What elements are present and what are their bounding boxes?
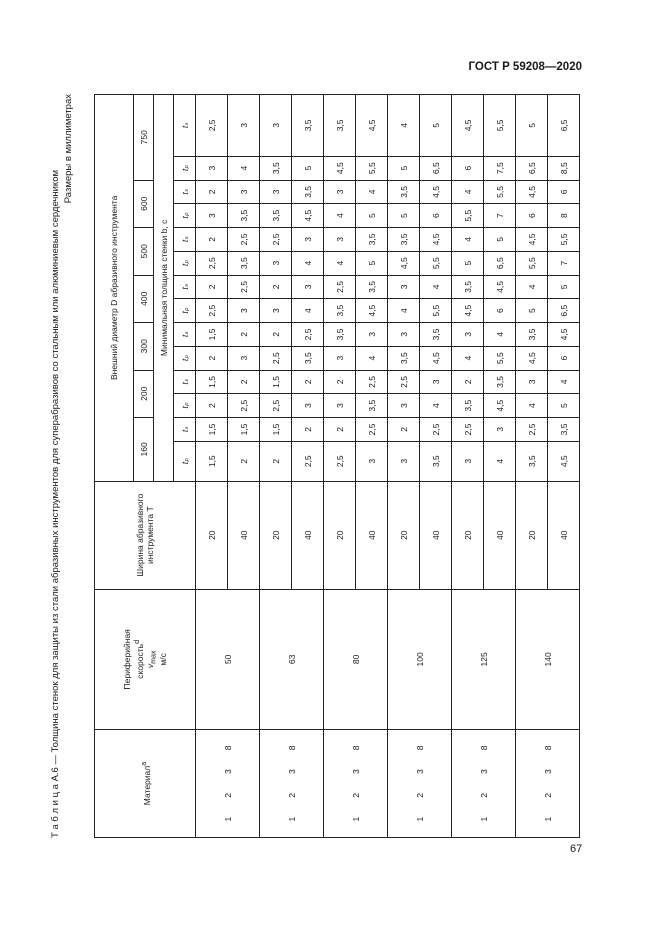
- width-cell: 20: [324, 481, 356, 589]
- width-cell: 20: [452, 481, 484, 589]
- thickness-value: 3,5: [420, 323, 452, 347]
- speed-cell: 100: [388, 589, 452, 729]
- thickness-value: 6,5: [484, 251, 516, 275]
- thickness-value: 3: [388, 323, 420, 347]
- material-code: 3: [414, 769, 425, 775]
- tp-label: tₚ: [174, 394, 196, 418]
- material-code: 8: [478, 745, 489, 751]
- material-code: 3: [478, 769, 489, 775]
- thickness-value: 2: [228, 441, 260, 481]
- thickness-value: 3: [292, 275, 324, 299]
- width-cell: 40: [484, 481, 516, 589]
- material-code: 2: [350, 793, 361, 798]
- page-number: 67: [570, 843, 583, 855]
- thickness-value: 3: [452, 441, 484, 481]
- thickness-value: 5: [388, 204, 420, 228]
- thickness-value: 4: [420, 394, 452, 418]
- material-code: 2: [286, 793, 297, 798]
- thickness-value: 3: [452, 323, 484, 347]
- thickness-value: 2,5: [260, 346, 292, 370]
- rotated-content: [50, 94, 569, 838]
- thickness-value: 3: [292, 394, 324, 418]
- thickness-value: 5,5: [356, 156, 388, 180]
- diameter-header: Внешний диаметр D абразивного инструмента: [95, 95, 134, 482]
- material-code: 3: [542, 769, 553, 775]
- thickness-value: 2,5: [452, 418, 484, 442]
- thickness-value: 4: [452, 228, 484, 252]
- speed-header: Периферийная скорость$^d$ $v_{max}$ м/с: [95, 589, 196, 729]
- material-code: 1: [414, 816, 425, 822]
- diameter-500: 500: [134, 228, 154, 276]
- thickness-value: 3,5: [452, 275, 484, 299]
- thickness-value: 6: [516, 204, 548, 228]
- thickness-value: 4: [484, 323, 516, 347]
- thickness-value: 6: [484, 299, 516, 323]
- thickness-value: 2,5: [292, 441, 324, 481]
- thickness-value: 4,5: [516, 346, 548, 370]
- thickness-value: 2,5: [356, 370, 388, 394]
- thickness-value: 1,5: [228, 418, 260, 442]
- thickness-table: [94, 94, 580, 838]
- thickness-value: 2,5: [420, 418, 452, 442]
- thickness-value: 4: [516, 275, 548, 299]
- material-code: 1: [222, 816, 233, 822]
- thickness-value: 3: [260, 251, 292, 275]
- table-row: [388, 95, 420, 838]
- thickness-value: 4,5: [516, 228, 548, 252]
- thickness-value: 2: [196, 180, 228, 204]
- speed-cell: 80: [324, 589, 388, 729]
- thickness-value: 3: [292, 228, 324, 252]
- thickness-value: 2,5: [324, 275, 356, 299]
- thickness-value: 2,5: [196, 251, 228, 275]
- thickness-value: 3: [388, 394, 420, 418]
- tp-label: tₚ: [174, 346, 196, 370]
- tp-label: tₚ: [174, 251, 196, 275]
- thickness-value: 3: [196, 156, 228, 180]
- thickness-value: 5: [484, 228, 516, 252]
- table-row: [452, 95, 484, 838]
- table-row: [260, 95, 292, 838]
- material-code: 1: [478, 816, 489, 822]
- thickness-value: 5: [548, 275, 580, 299]
- thickness-value: 2,5: [292, 323, 324, 347]
- thickness-value: 3,5: [324, 323, 356, 347]
- thickness-value: 2,5: [516, 418, 548, 442]
- thickness-value: 7: [484, 204, 516, 228]
- thickness-value: 3: [196, 204, 228, 228]
- ts-label: tₛ: [174, 275, 196, 299]
- width-cell: 20: [196, 481, 228, 589]
- thickness-value: 1,5: [196, 323, 228, 347]
- thickness-value: 3: [260, 95, 292, 157]
- table-body: [95, 95, 580, 838]
- width-cell: 40: [548, 481, 580, 589]
- thickness-value: 3,5: [356, 228, 388, 252]
- material-code: 1: [286, 816, 297, 822]
- thickness-value: 2,5: [388, 370, 420, 394]
- thickness-value: 3: [388, 441, 420, 481]
- thickness-value: 3,5: [388, 346, 420, 370]
- material-code: 8: [286, 745, 297, 751]
- thickness-value: 1,5: [196, 370, 228, 394]
- thickness-value: 4: [324, 251, 356, 275]
- thickness-value: 3,5: [516, 323, 548, 347]
- thickness-value: 2: [196, 275, 228, 299]
- material-cell: [196, 730, 260, 838]
- material-code: 1: [542, 816, 553, 822]
- thickness-value: 3: [484, 418, 516, 442]
- thickness-value: 4,5: [292, 204, 324, 228]
- thickness-value: 4: [292, 299, 324, 323]
- material-header: Материал$^a$: [95, 730, 196, 838]
- thickness-value: 8,5: [548, 156, 580, 180]
- thickness-value: 3,5: [484, 370, 516, 394]
- thickness-value: 4,5: [388, 251, 420, 275]
- thickness-value: 3: [516, 370, 548, 394]
- thickness-value: 4,5: [324, 156, 356, 180]
- thickness-value: 4,5: [420, 180, 452, 204]
- table-row: [516, 95, 548, 838]
- thickness-value: 2,5: [196, 95, 228, 157]
- thickness-value: 3: [324, 228, 356, 252]
- header-row-1: [95, 95, 134, 838]
- thickness-value: 4,5: [548, 441, 580, 481]
- thickness-value: 2: [228, 370, 260, 394]
- material-code: 2: [414, 793, 425, 798]
- thickness-value: 2: [292, 418, 324, 442]
- thickness-value: 2,5: [324, 441, 356, 481]
- thickness-value: 1,5: [260, 370, 292, 394]
- material-code: 2: [222, 793, 233, 798]
- thickness-value: 4,5: [516, 180, 548, 204]
- thickness-value: 3,5: [420, 441, 452, 481]
- thickness-value: 5,5: [484, 180, 516, 204]
- thickness-value: 3: [228, 95, 260, 157]
- thickness-value: 3,5: [228, 204, 260, 228]
- thickness-value: 5,5: [420, 251, 452, 275]
- thickness-value: 3: [228, 180, 260, 204]
- thickness-value: 5: [356, 251, 388, 275]
- material-code: 8: [222, 745, 233, 751]
- thickness-value: 3: [324, 394, 356, 418]
- ts-label: tₛ: [174, 323, 196, 347]
- thickness-value: 4: [452, 346, 484, 370]
- ts-label: tₛ: [174, 370, 196, 394]
- thickness-value: 3: [356, 323, 388, 347]
- tp-label: tₚ: [174, 204, 196, 228]
- thickness-value: 6,5: [548, 95, 580, 157]
- thickness-value: 2,5: [356, 418, 388, 442]
- thickness-value: 7: [548, 251, 580, 275]
- thickness-value: 4,5: [452, 95, 484, 157]
- width-cell: 20: [260, 481, 292, 589]
- diameter-750: 750: [134, 95, 154, 181]
- thickness-value: 2: [260, 323, 292, 347]
- rotated-page-region: [50, 94, 569, 838]
- thickness-value: 7,5: [484, 156, 516, 180]
- thickness-value: 3,5: [228, 251, 260, 275]
- thickness-value: 2,5: [196, 299, 228, 323]
- thickness-value: 2: [324, 370, 356, 394]
- caption-prefix: Т а б л и ц а А.6: [50, 767, 61, 838]
- thickness-value: 6: [548, 346, 580, 370]
- ts-label: tₛ: [174, 228, 196, 252]
- width-cell: 40: [292, 481, 324, 589]
- thickness-value: 4,5: [356, 299, 388, 323]
- thickness-value: 5,5: [420, 299, 452, 323]
- speed-cell: 50: [196, 589, 260, 729]
- diameter-160: 160: [134, 418, 154, 482]
- thickness-value: 2: [260, 275, 292, 299]
- thickness-value: 6: [420, 204, 452, 228]
- diameter-300: 300: [134, 323, 154, 371]
- thickness-value: 3: [388, 275, 420, 299]
- thickness-value: 2: [452, 370, 484, 394]
- ts-label: tₛ: [174, 95, 196, 157]
- thickness-value: 3,5: [292, 346, 324, 370]
- min-thickness-header: Минимальная толщина стенки b, c: [154, 95, 174, 482]
- material-cell: [452, 730, 516, 838]
- thickness-value: 2: [196, 346, 228, 370]
- width-cell: 20: [516, 481, 548, 589]
- thickness-value: 4: [356, 346, 388, 370]
- thickness-value: 3,5: [388, 228, 420, 252]
- thickness-value: 4: [292, 251, 324, 275]
- thickness-value: 4,5: [356, 95, 388, 157]
- table-row: [196, 95, 228, 838]
- thickness-value: 1,5: [196, 441, 228, 481]
- thickness-value: 2,5: [228, 228, 260, 252]
- material-code: 3: [222, 769, 233, 775]
- thickness-value: 3: [324, 346, 356, 370]
- thickness-value: 4: [548, 370, 580, 394]
- thickness-value: 2,5: [260, 228, 292, 252]
- thickness-value: 2: [324, 418, 356, 442]
- material-cell: [388, 730, 452, 838]
- ts-label: tₛ: [174, 180, 196, 204]
- thickness-value: 2: [260, 441, 292, 481]
- material-code: 2: [542, 793, 553, 798]
- thickness-value: 3,5: [452, 394, 484, 418]
- diameter-200: 200: [134, 370, 154, 418]
- thickness-value: 3,5: [324, 299, 356, 323]
- thickness-value: 5: [388, 156, 420, 180]
- material-code: 3: [350, 769, 361, 775]
- thickness-value: 6,5: [548, 299, 580, 323]
- ts-label: tₛ: [174, 418, 196, 442]
- thickness-value: 5,5: [484, 95, 516, 157]
- standard-number: ГОСТ Р 59208—2020: [468, 61, 582, 73]
- thickness-value: 2,5: [260, 394, 292, 418]
- thickness-value: 4: [452, 180, 484, 204]
- thickness-value: 3: [420, 370, 452, 394]
- thickness-value: 4: [516, 394, 548, 418]
- thickness-value: 4: [356, 180, 388, 204]
- tp-label: tₚ: [174, 156, 196, 180]
- thickness-value: 4: [228, 156, 260, 180]
- thickness-value: 5,5: [452, 204, 484, 228]
- thickness-value: 3,5: [388, 180, 420, 204]
- material-code: 2: [478, 793, 489, 798]
- thickness-value: 2,5: [228, 394, 260, 418]
- width-cell: 40: [228, 481, 260, 589]
- material-code: 8: [414, 745, 425, 751]
- thickness-value: 5: [452, 251, 484, 275]
- thickness-value: 1,5: [260, 418, 292, 442]
- thickness-value: 5,5: [548, 228, 580, 252]
- thickness-value: 3: [356, 441, 388, 481]
- thickness-value: 3,5: [260, 156, 292, 180]
- caption-text: — Толщина стенок для защиты из стали абразивных инструментов для суперабразивов со стальным или алюминиевым сердечником: [50, 169, 61, 768]
- material-code: 3: [286, 769, 297, 775]
- thickness-value: 3,5: [324, 95, 356, 157]
- thickness-value: 5: [548, 394, 580, 418]
- thickness-value: 2: [292, 370, 324, 394]
- thickness-value: 5: [420, 95, 452, 157]
- material-code: 1: [350, 816, 361, 822]
- thickness-value: 3,5: [356, 394, 388, 418]
- thickness-value: 4: [388, 95, 420, 157]
- material-code: 8: [350, 745, 361, 751]
- thickness-value: 4,5: [484, 394, 516, 418]
- thickness-value: 4: [388, 299, 420, 323]
- thickness-value: 3: [324, 180, 356, 204]
- thickness-value: 5: [516, 95, 548, 157]
- thickness-value: 4,5: [420, 228, 452, 252]
- thickness-value: 3,5: [548, 418, 580, 442]
- thickness-value: 6: [548, 180, 580, 204]
- thickness-value: 5,5: [516, 251, 548, 275]
- material-code: 8: [542, 745, 553, 751]
- width-cell: 40: [356, 481, 388, 589]
- thickness-value: 3,5: [292, 180, 324, 204]
- thickness-value: 5: [292, 156, 324, 180]
- thickness-value: 6,5: [516, 156, 548, 180]
- thickness-value: 4,5: [420, 346, 452, 370]
- speed-cell: 140: [516, 589, 580, 729]
- thickness-value: 2: [196, 228, 228, 252]
- thickness-value: 5: [516, 299, 548, 323]
- thickness-value: 2: [388, 418, 420, 442]
- thickness-value: 4: [324, 204, 356, 228]
- thickness-value: 3,5: [356, 275, 388, 299]
- table-caption: [50, 94, 62, 838]
- diameter-400: 400: [134, 275, 154, 323]
- thickness-value: 4,5: [484, 275, 516, 299]
- thickness-value: 3: [260, 299, 292, 323]
- diameter-600: 600: [134, 180, 154, 228]
- speed-cell: 125: [452, 589, 516, 729]
- thickness-value: 4: [420, 275, 452, 299]
- thickness-value: 1,5: [196, 418, 228, 442]
- thickness-value: 6,5: [420, 156, 452, 180]
- width-header: Ширина абразивного инструмента T: [95, 481, 196, 589]
- thickness-value: 3,5: [292, 95, 324, 157]
- thickness-value: 4: [484, 441, 516, 481]
- thickness-value: 4,5: [452, 299, 484, 323]
- thickness-value: 3: [228, 299, 260, 323]
- tp-label: tₚ: [174, 299, 196, 323]
- tp-label: tₚ: [174, 441, 196, 481]
- table-row: [324, 95, 356, 838]
- width-cell: 20: [388, 481, 420, 589]
- units-note: Размеры в миллиметрах: [63, 94, 74, 204]
- material-cell: [260, 730, 324, 838]
- thickness-value: 2,5: [228, 275, 260, 299]
- thickness-value: 3,5: [516, 441, 548, 481]
- thickness-value: 8: [548, 204, 580, 228]
- thickness-value: 4,5: [548, 323, 580, 347]
- thickness-value: 3: [228, 346, 260, 370]
- material-cell: [516, 730, 580, 838]
- thickness-value: 2: [196, 394, 228, 418]
- material-cell: [324, 730, 388, 838]
- thickness-value: 3,5: [260, 204, 292, 228]
- speed-cell: 63: [260, 589, 324, 729]
- thickness-value: 5,5: [484, 346, 516, 370]
- thickness-value: 5: [356, 204, 388, 228]
- width-cell: 40: [420, 481, 452, 589]
- thickness-value: 6: [452, 156, 484, 180]
- thickness-value: 2: [228, 323, 260, 347]
- thickness-value: 3: [260, 180, 292, 204]
